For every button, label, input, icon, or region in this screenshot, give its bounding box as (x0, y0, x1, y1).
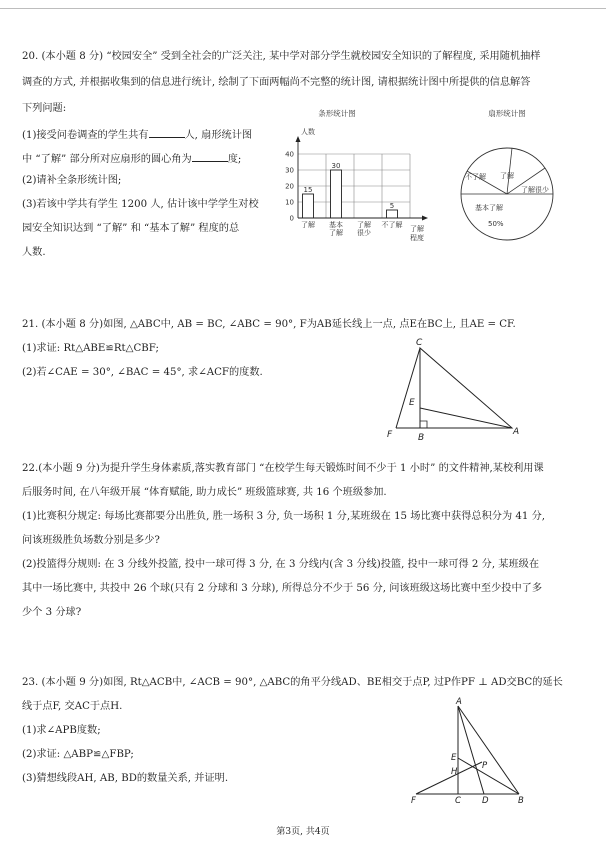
bar-chart-xlabel-part-2: 程度 (410, 234, 424, 242)
y-tick-label: 20 (285, 182, 294, 191)
pie-label-buliaojie: 不了解 (465, 173, 486, 181)
point-label-p: P (482, 761, 488, 771)
point-label-d: D (482, 796, 489, 806)
point-label-b: B (518, 796, 524, 806)
q20-sub3-line-1: (3)若该中学共有学生 1200 人, 估计该中学学生对校 (22, 199, 259, 210)
segment-be (458, 758, 519, 794)
pie-label-liaojie: 了解 (500, 172, 514, 180)
q22-line-1: 22.(本小题 9 分)为提升学生身体素质,落实教育部门 “在校学生每天锻炼时间不少于 1 小时” 的文件精神,某校利用课 (22, 463, 544, 474)
segment-fp (416, 762, 482, 794)
x-tick-label: 很少 (357, 229, 371, 237)
q20-sub1-text-b: 人, 扇形统计图 (184, 130, 253, 141)
point-label-h: H (451, 767, 458, 777)
x-axis-arrow (422, 216, 428, 221)
q22-line-5: (2)投篮得分规则: 在 3 分线外投篮, 投中一球可得 3 分, 在 3 分线内(含 3 分线)投篮, 投中一球可得 2 分, 某班级在 (22, 559, 540, 570)
bar-chart-ylabel: 人数 (301, 128, 315, 136)
q21-line-3: (2)若∠CAE = 30°, ∠BAC = 45°, 求∠ACF的度数. (22, 367, 263, 378)
bar-chart (270, 104, 445, 246)
pie-chart-title: 扇形统计图 (488, 109, 526, 118)
q20-sub1-line-2 (22, 150, 241, 167)
point-label-b: B (418, 433, 425, 443)
answer-blank-angle (192, 150, 228, 162)
q20-sub3-line-3: 人数. (22, 247, 46, 258)
top-rule (0, 8, 606, 9)
bar-value-label: 5 (389, 202, 395, 210)
pie-label-jibenliaojie: 基本了解 (475, 204, 503, 212)
bar-chart-xlabel-part-1: 了解 (410, 225, 424, 233)
q20-sub3-line-2: 园安全知识达到 “了解” 和 “基本了解” 程度的总 (22, 223, 240, 234)
y-tick-label: 30 (285, 166, 294, 175)
q20-sub1-text-a: (1)接受问卷调查的学生共有 (22, 130, 149, 141)
q22-line-6: 其中一场比赛中, 共投中 26 个球(只有 2 分球和 3 分球), 所得总分不少于 56 分, 问该班级这场比赛中至少投中了多 (22, 583, 543, 594)
q22-line-7: 少个 3 分球? (22, 607, 82, 618)
pie-chart (455, 104, 575, 246)
q20-line-2: 调查的方式, 并根据收集到的信息进行统计, 绘制了下面两幅尚不完整的统计图, 请根据统计图中所提供的信息解答 (22, 77, 531, 88)
y-tick-label: 40 (285, 150, 294, 159)
triangle-abc (420, 348, 512, 428)
q21-line-2: (1)求证: Rt△ABE≌Rt△CBF; (22, 343, 159, 354)
q21-figure (378, 332, 528, 444)
q23-line-2: 线于点F, 交AC于点H. (22, 701, 123, 712)
segment-cf (396, 348, 420, 428)
q22-line-4: 问该班级胜负场数分别是多少? (22, 535, 160, 546)
q22-line-3: (1)比赛积分规定: 每场比赛都要分出胜负, 胜一场积 3 分, 负一场积 1 分,某班级在 15 场比赛中获得总积分为 41 分, (22, 511, 546, 522)
x-tick-label: 了解 (357, 221, 371, 229)
point-label-a: A (456, 697, 462, 707)
q20-sub2: (2)请补全条形统计图; (22, 175, 122, 186)
x-tick-label: 了解 (301, 221, 315, 229)
segment-ad (458, 706, 484, 794)
bar-value-label: 15 (303, 186, 313, 194)
bar (387, 210, 398, 218)
point-label-c: C (455, 796, 461, 806)
q23-line-4: (2)求证: △ABP≌△FBP; (22, 749, 134, 760)
bar-chart-marks (303, 162, 398, 218)
x-tick-label: 不了解 (381, 221, 403, 229)
pie-label-percent: 50% (488, 220, 504, 228)
point-label-e: E (409, 398, 415, 408)
q20-sub1-line-1 (22, 126, 252, 143)
point-label-c: C (416, 338, 423, 348)
y-axis-arrow (296, 136, 301, 142)
x-tick-label: 了解 (329, 229, 343, 237)
segment-ae (420, 408, 512, 428)
point-label-f: F (411, 796, 416, 806)
q23-line-1: 23. (本小题 9 分)如图, Rt△ACB中, ∠ACB = 90°, △ABC的角平分线AD、BE相交于点P, 过P作PF ⊥ AD交BC的延长 (22, 677, 563, 688)
q23-figure (402, 694, 542, 812)
q20-line-1: 20. (本小题 8 分) “校园安全” 受到全社会的广泛关注, 某中学对部分学生就校园安全知识的了解程度, 采用随机抽样 (22, 51, 541, 62)
right-angle-mark (420, 421, 427, 428)
bar (331, 170, 342, 218)
point-label-f: F (387, 430, 393, 440)
y-tick-label: 0 (289, 214, 294, 223)
segment-ab (458, 706, 519, 794)
q23-line-5: (3)猜想线段AH, AB, BD的数量关系, 并证明. (22, 773, 229, 784)
bar-value-label: 30 (331, 162, 341, 170)
q20-line-3: 下列问题: (22, 103, 67, 114)
x-tick-label: 基本 (329, 221, 343, 229)
q22-line-2: 后服务时间, 在八年级开展 “体育赋能, 助力成长” 班级篮球赛, 共 16 个班级参加. (22, 487, 387, 498)
point-label-a: A (513, 427, 520, 437)
q21-line-1: 21. (本小题 8 分)如图, △ABC中, AB = BC, ∠ABC = 90°, F为AB延长线上一点, 点E在BC上, 且AE = CF. (22, 319, 516, 330)
bar (303, 194, 314, 218)
y-tick-label: 10 (285, 198, 294, 207)
pie-label-liaojiehenshao: 了解很少 (521, 186, 549, 194)
pie-divider-2 (507, 148, 512, 194)
bar-chart-title: 条形统计图 (318, 109, 356, 118)
q20-sub1-text-d: 度; (227, 154, 242, 165)
q20-sub1-text-c: 中 “了解” 部分所对应扇形的圆心角为 (22, 154, 192, 165)
answer-blank-total (149, 126, 185, 138)
page-footer: 第3页, 共4页 (276, 827, 330, 837)
point-label-e: E (451, 753, 457, 763)
q23-line-3: (1)求∠APB度数; (22, 725, 101, 736)
